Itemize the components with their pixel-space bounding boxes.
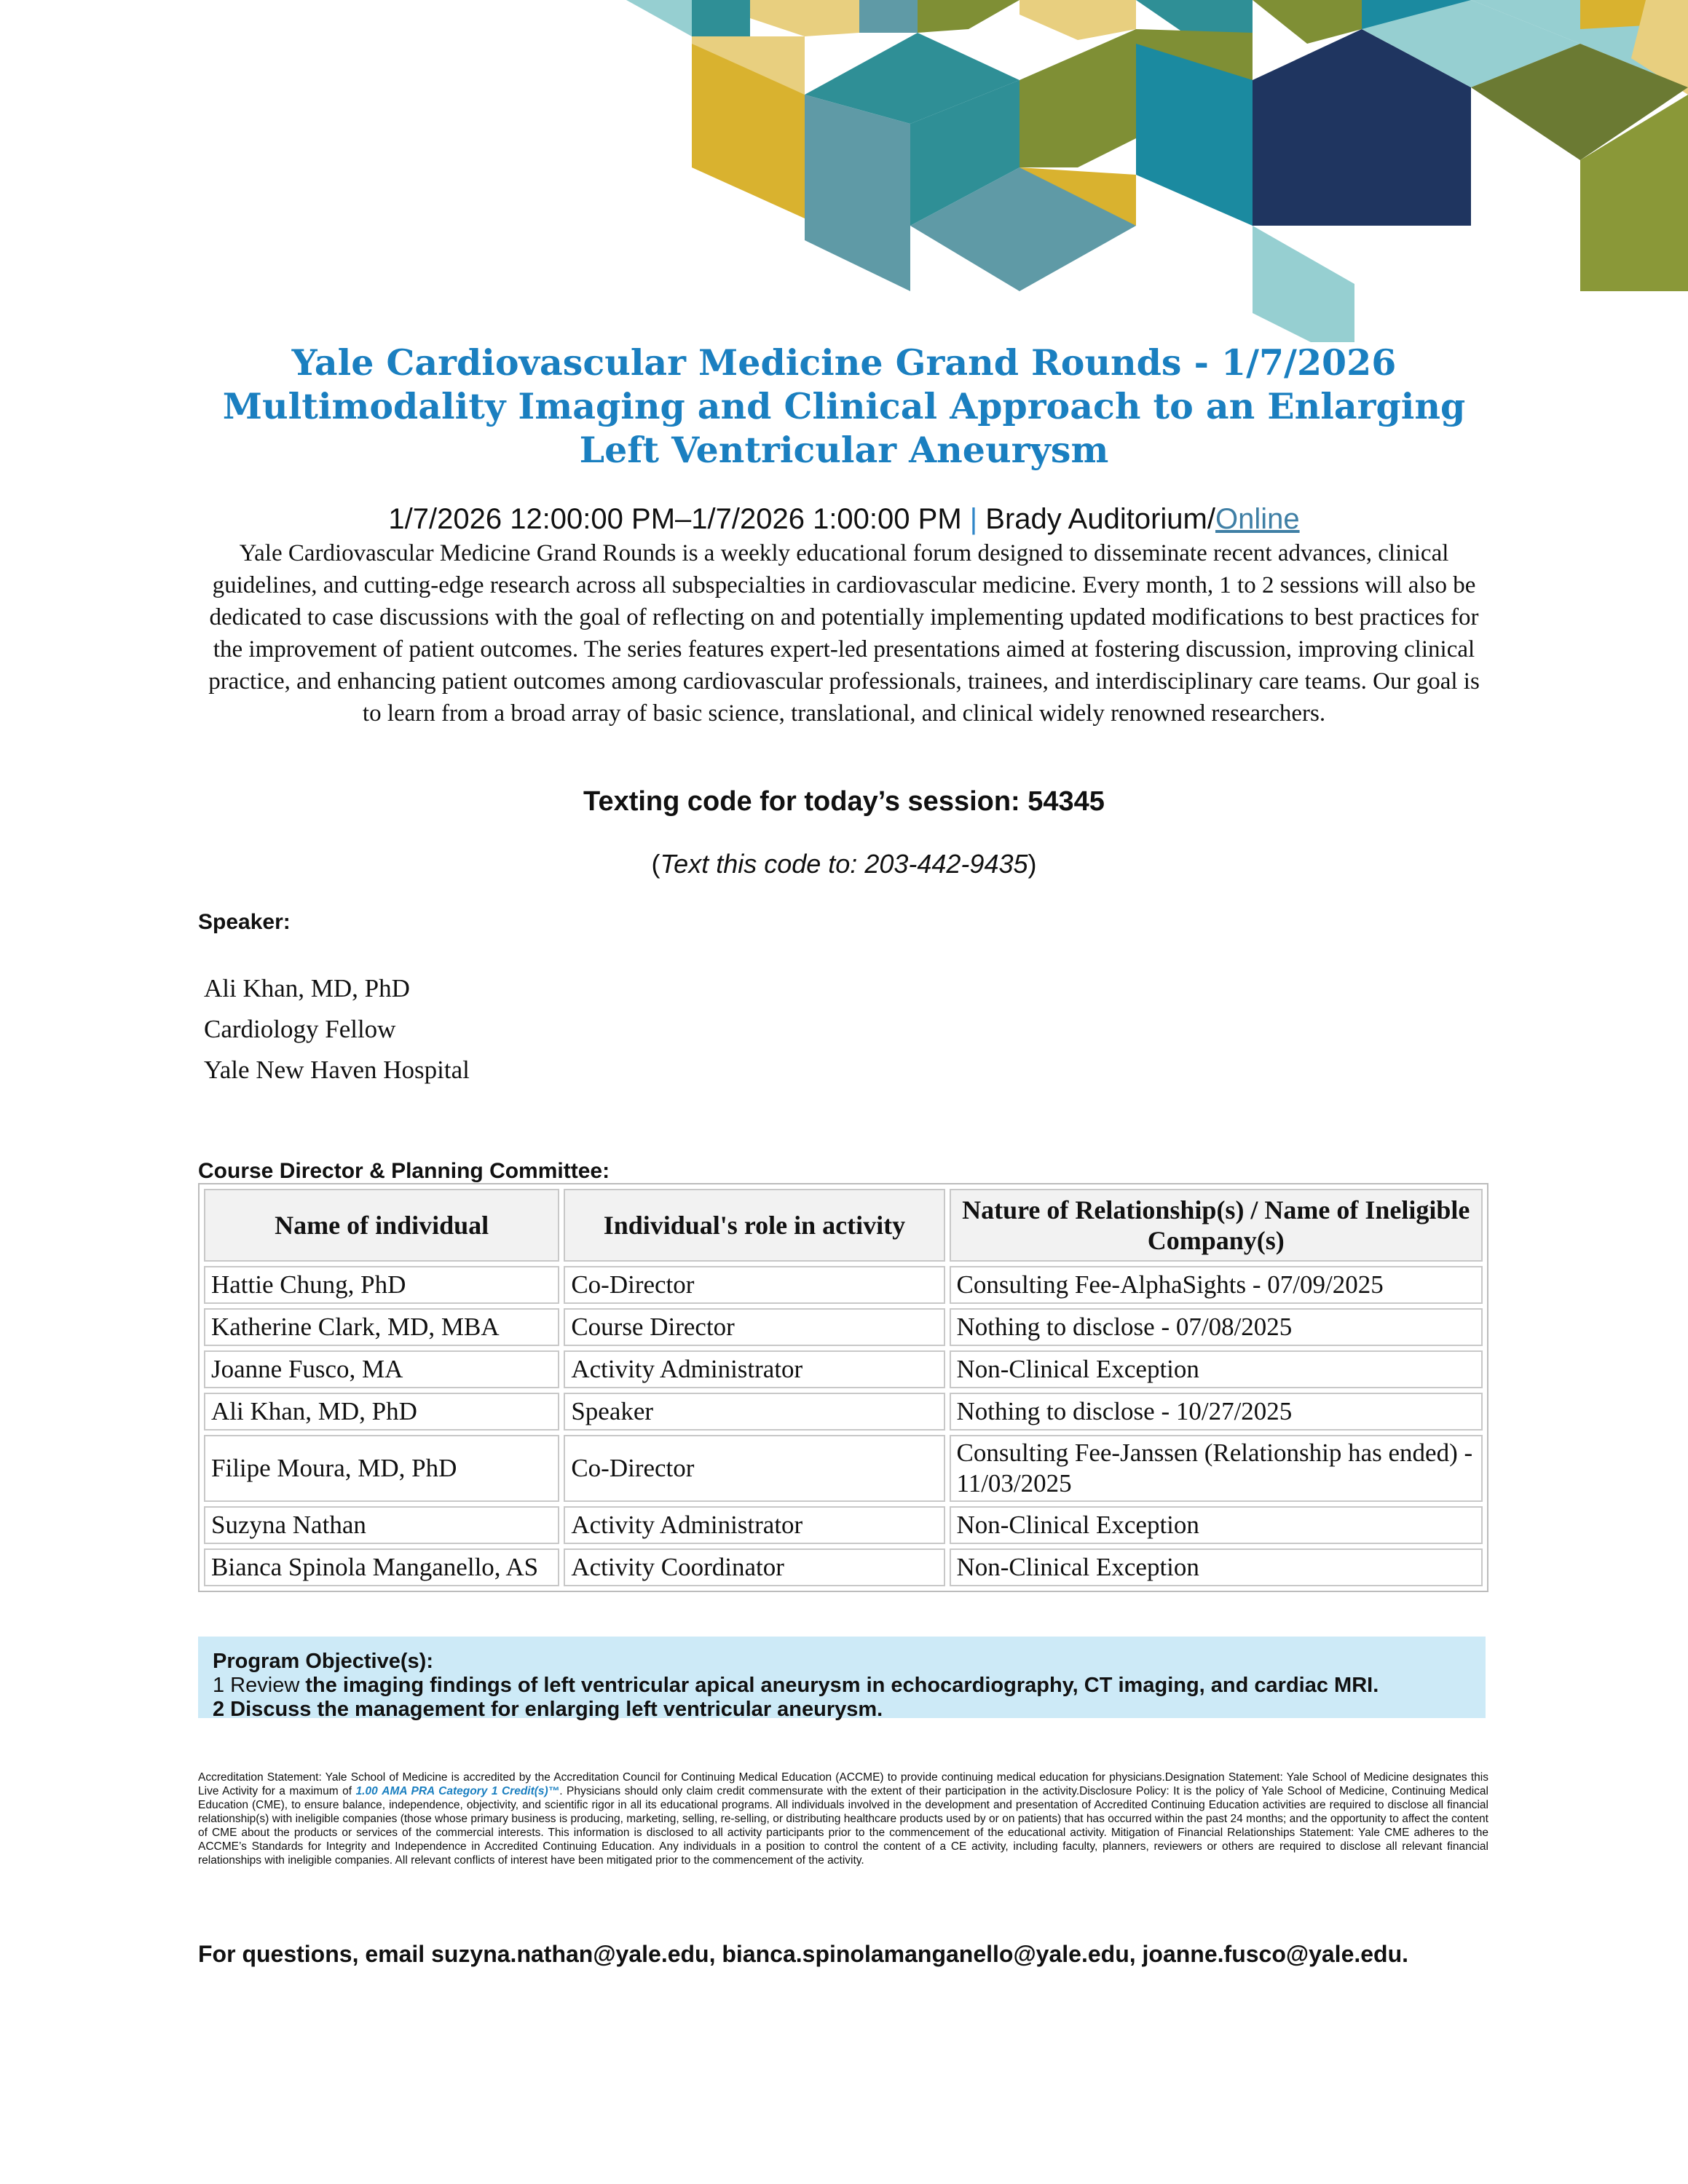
column-header: Individual's role in activity — [564, 1189, 944, 1262]
series-description: Yale Cardiovascular Medicine Grand Rounds is a weekly educational forum designed to disseminate recent advances, clinical guidelines, and cutting-edge research across all subspecialties in cardiovascular medicine. Every month, 1 to 2 sessions will also be dedicated to case discussions with the goal of reflecting on and potentially implementing updated modifications to best practices for the improvement of patient outcomes. The series features expert-led presentations aimed at fostering discussion, improving clinical practice, and enhancing patient outcomes among cardiovascular professionals, trainees, and interdisciplinary care teams. Our goal is to learn from a broad array of basic science, translational, and clinical widely renowned researchers. — [208, 540, 1480, 727]
table-header-row — [204, 1189, 1483, 1262]
column-header: Nature of Relationship(s) / Name of Ineligible Company(s) — [950, 1189, 1483, 1262]
texting-hint-text: Text this code to: 203-442-9435 — [660, 849, 1028, 879]
accreditation-text: . Physicians should only claim credit commensurate with the extent of their participation in the activity.Disclosure Policy: It is the policy of Yale School of Medicine, Continuing Medical Education (CME), to ensure balance, independence, objectivity, and scientific rigor in all its educational programs. All individuals involved in the development and presentation of Accredited Continuing Education activities are required to disclose all financial relationship(s) with ineligible companies (those whose primary business is producing, marketing, selling, re-selling, or distributing healthcare products used by or on patients) that has occurred within the past 24 months; and the opportunity to affect the content of CME about the products or services of the commercial interests. This information is disclosed to all activity participants prior to the commencement of the educational activity. Mitigation of Financial Relationships Statement: Yale CME adheres to the ACCME’s Standards for Integrity and Independence in Accredited Continuing Education. Any individuals in a position to control the content of a CE activity, including faculty, planners, reviewers or others are required to disclose all relevant financial relationships with ineligible companies. All relevant conflicts of interest have been mitigated prior to the commencement of the activity. — [198, 1785, 1488, 1867]
banner-shape — [918, 0, 1019, 33]
banner-shape — [626, 0, 692, 36]
banner-shape — [859, 0, 918, 33]
cell-role: Co-Director — [564, 1435, 944, 1502]
speaker-info — [204, 968, 470, 1091]
cell-name: Katherine Clark, MD, MBA — [204, 1308, 559, 1346]
texting-code: Texting code for today’s session: 54345 — [583, 786, 1105, 817]
speaker-title: Cardiology Fellow — [204, 1015, 396, 1043]
cell-role: Speaker — [564, 1393, 944, 1431]
cell-name: Hattie Chung, PhD — [204, 1266, 559, 1304]
cell-role: Course Director — [564, 1308, 944, 1346]
event-location: Brady Auditorium/ — [985, 503, 1215, 535]
title-line: Yale Cardiovascular Medicine Grand Rounds - 1/7/2026 — [291, 341, 1397, 384]
cell-relationship: Non-Clinical Exception — [950, 1506, 1483, 1544]
cell-relationship: Nothing to disclose - 07/08/2025 — [950, 1308, 1483, 1346]
page-title — [0, 341, 1688, 472]
accreditation-text: Accreditation Statement: Yale School of Medicine is accredited by the Accreditation Council for Continuing Medical Education (ACCME) to provide continuing medical education for physicians.Designation Statement: Yale School of Medicine designates this Live Activity for a maximum of — [198, 1771, 1488, 1797]
event-datetime-location — [0, 501, 1688, 537]
texting-hint: (Text this code to: 203-442-9435) — [651, 849, 1037, 879]
cell-name: Ali Khan, MD, PhD — [204, 1393, 559, 1431]
accreditation-statement — [198, 1770, 1488, 1867]
credit-label: AMA PRA Category 1 Credit(s)™ — [382, 1785, 560, 1797]
banner-shape — [805, 95, 910, 291]
event-datetime: 1/7/2026 12:00:00 PM–1/7/2026 1:00:00 PM — [388, 503, 962, 535]
credit-amount: 1.00 — [355, 1785, 378, 1797]
separator: | — [969, 503, 978, 535]
cell-name: Suzyna Nathan — [204, 1506, 559, 1544]
table-row — [204, 1435, 1483, 1502]
committee-label: Course Director & Planning Committee: — [198, 1159, 610, 1183]
table-row — [204, 1308, 1483, 1346]
objective-item: 2 Discuss the management for enlarging left ventricular aneurysm. — [213, 1698, 883, 1721]
banner-shape — [1580, 0, 1646, 29]
table-row — [204, 1266, 1483, 1304]
online-link[interactable]: Online — [1215, 503, 1300, 535]
objectives-label: Program Objective(s): — [213, 1650, 433, 1673]
column-header: Name of individual — [204, 1189, 559, 1262]
cell-relationship: Non-Clinical Exception — [950, 1350, 1483, 1388]
cell-name: Joanne Fusco, MA — [204, 1350, 559, 1388]
table-row — [204, 1393, 1483, 1431]
cell-role: Activity Administrator — [564, 1506, 944, 1544]
cell-role: Activity Coordinator — [564, 1548, 944, 1586]
banner-shape — [750, 0, 859, 36]
speaker-label: Speaker: — [198, 910, 291, 934]
objective-item — [213, 1674, 1486, 1698]
title-line: Multimodality Imaging and Clinical Approach to an Enlarging — [222, 385, 1466, 427]
cell-role: Activity Administrator — [564, 1350, 944, 1388]
speaker-org: Yale New Haven Hospital — [204, 1056, 470, 1084]
contact-questions: For questions, email suzyna.nathan@yale.edu, bianca.spinolamanganello@yale.edu, joanne.fusco@yale.edu. — [198, 1941, 1409, 1967]
banner-shape — [1253, 226, 1354, 342]
objective-text: the imaging findings of left ventricular apical aneurysm in echocardiography, CT imaging, and cardiac MRI. — [305, 1674, 1379, 1697]
banner-shape — [692, 0, 750, 36]
banner-shape — [1019, 29, 1136, 167]
speaker-name: Ali Khan, MD, PhD — [204, 974, 410, 1002]
cell-name: Bianca Spinola Manganello, AS — [204, 1548, 559, 1586]
header-banner-graphic — [0, 0, 1688, 349]
table-row — [204, 1350, 1483, 1388]
cell-relationship: Consulting Fee-AlphaSights - 07/09/2025 — [950, 1266, 1483, 1304]
title-line: Left Ventricular Aneurysm — [579, 429, 1109, 471]
cell-relationship: Consulting Fee-Janssen (Relationship has ended) - 11/03/2025 — [950, 1435, 1483, 1502]
cell-relationship: Non-Clinical Exception — [950, 1548, 1483, 1586]
table-row — [204, 1548, 1483, 1586]
cell-name: Filipe Moura, MD, PhD — [204, 1435, 559, 1502]
cell-role: Co-Director — [564, 1266, 944, 1304]
cell-relationship: Nothing to disclose - 10/27/2025 — [950, 1393, 1483, 1431]
table-row — [204, 1506, 1483, 1544]
program-objectives — [198, 1637, 1486, 1721]
committee-table — [198, 1183, 1488, 1592]
objective-prefix: 1 Review — [213, 1674, 306, 1697]
banner-shape — [1019, 0, 1136, 40]
